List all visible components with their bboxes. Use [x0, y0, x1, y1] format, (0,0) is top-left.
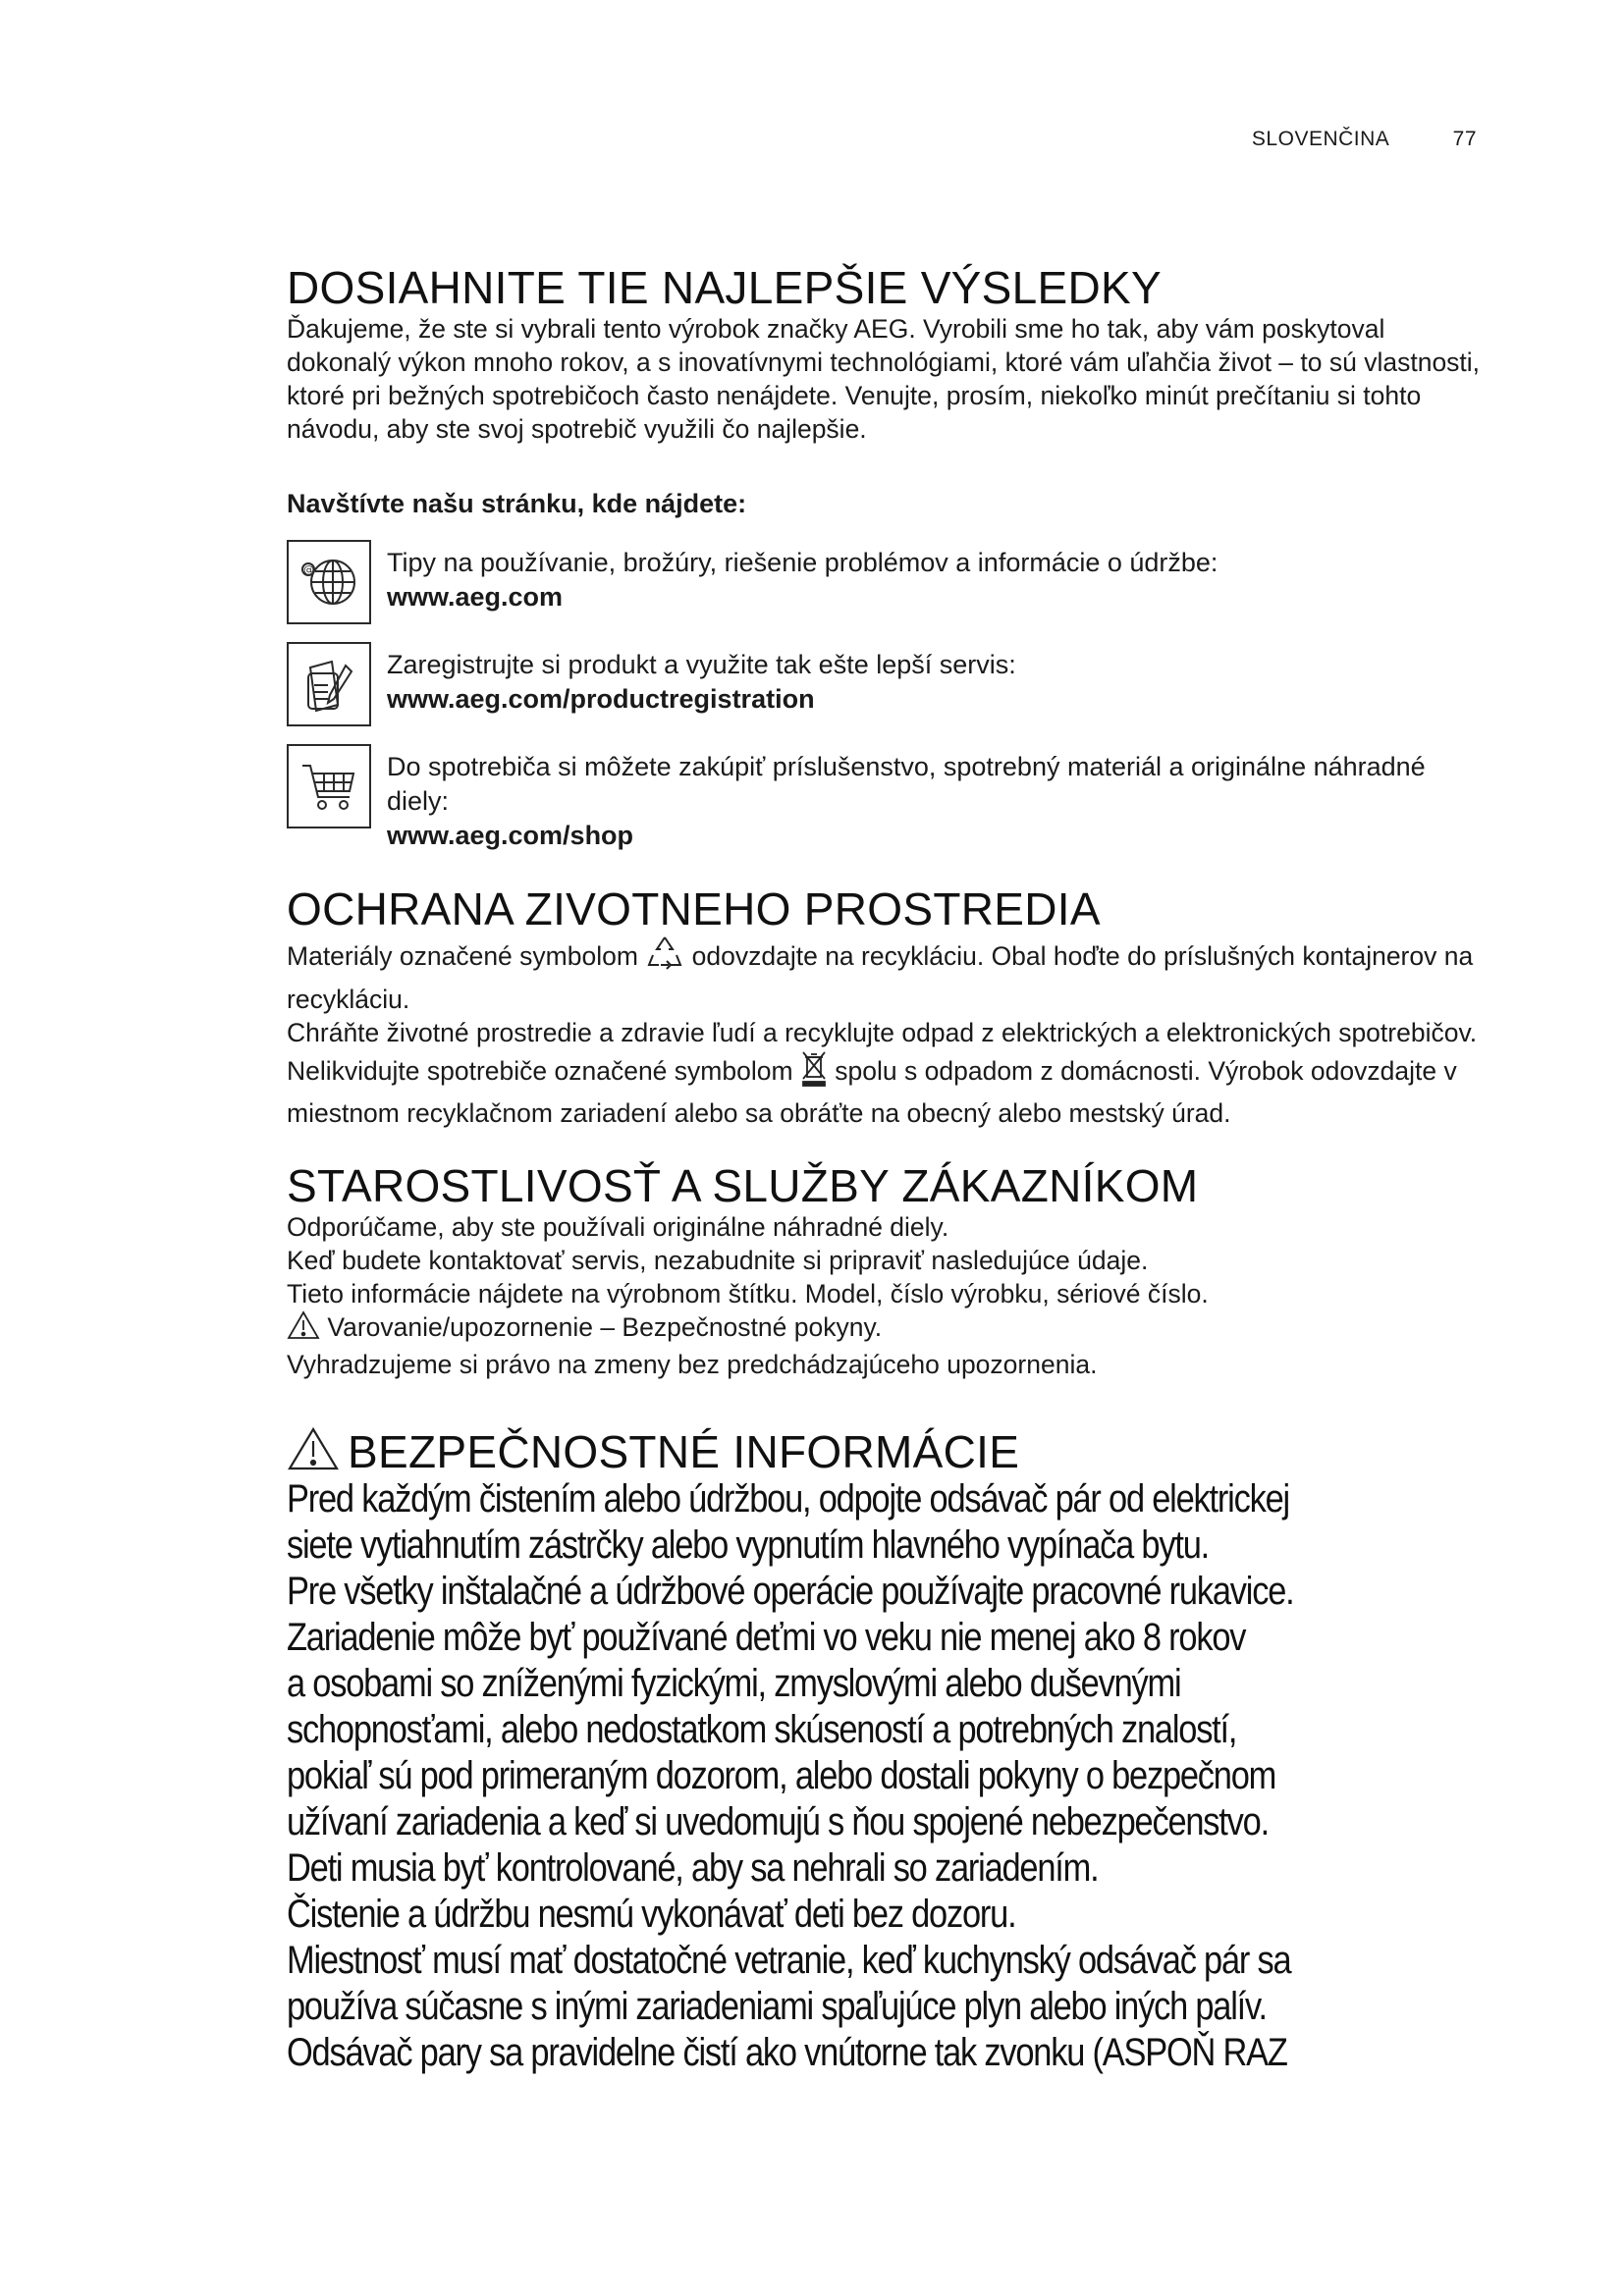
- registration-icon: [287, 642, 371, 726]
- link-description: Do spotrebiča si môžete zakúpiť príslušenstvo, spotrebný materiál a originálne náhradné diely:: [387, 752, 1426, 816]
- text-fragment: spolu s odpadom z domácnosti. Výrobok odovzdajte v miestnom recyklačnom zariadení alebo sa obráťte na obecný alebo mestský úrad.: [287, 1056, 1457, 1128]
- svg-text:@: @: [303, 563, 314, 576]
- link-description: Tipy na používanie, brožúry, riešenie problémov a informácie o údržbe:: [387, 548, 1218, 577]
- text-fragment: odovzdajte na recykláciu. Obal hoďte do príslušných kontajnerov na recykláciu.: [287, 941, 1474, 1014]
- environment-paragraph-2: [287, 1016, 1489, 1130]
- safety-heading-row: [287, 1426, 1489, 1476]
- safety-line: Deti musia byť kontrolované, aby sa nehrali so zariadením.: [287, 1846, 1099, 1890]
- service-line: Keď budete kontaktovať servis, nezabudnite si pripraviť nasledujúce údaje.: [287, 1246, 1149, 1275]
- safety-line: Miestnosť musí mať dostatočné vetranie, keď kuchynský odsávač pár sa: [287, 1939, 1291, 1982]
- language-label: SLOVENČINA: [1251, 128, 1390, 150]
- page-content: [287, 263, 1489, 2076]
- visit-heading: Navštívte našu stránku, kde nájdete:: [287, 489, 747, 518]
- link-text-support: [387, 540, 1218, 614]
- service-line: Tieto informácie nájdete na výrobnom štítku. Model, číslo výrobku, sériové číslo.: [287, 1279, 1209, 1308]
- environment-heading: OCHRANA ZIVOTNEHO PROSTREDIA: [287, 883, 1101, 934]
- link-text-registration: [387, 642, 1016, 717]
- globe-icon: [287, 540, 371, 624]
- environment-paragraph-1: [287, 934, 1489, 1016]
- link-url-aeg[interactable]: www.aeg.com: [387, 582, 564, 612]
- safety-line: schopnosťami, alebo nedostatkom skúseností a potrebných znalostí,: [287, 1708, 1237, 1751]
- safety-line: siete vytiahnutím zástrčky alebo vypnutím hlavného vypínača bytu.: [287, 1523, 1209, 1567]
- service-section: [287, 1161, 1489, 1381]
- safety-body: [287, 1476, 1494, 2076]
- safety-heading: BEZPEČNOSTNÉ INFORMÁCIE: [348, 1425, 1020, 1477]
- crossed-bin-icon: [800, 1049, 828, 1096]
- safety-line: Odsávač pary sa pravidelne čistí ako vnútorne tak zvonku (ASPOŇ RAZ: [287, 2031, 1287, 2074]
- service-heading: STAROSTLIVOSŤ A SLUŽBY ZÁKAZNÍKOM: [287, 1160, 1199, 1211]
- link-url-shop[interactable]: www.aeg.com/shop: [387, 821, 634, 850]
- results-heading: DOSIAHNITE TIE NAJLEPŠIE VÝSLEDKY: [287, 262, 1162, 313]
- safety-line: Pre všetky inštalačné a údržbové operácie používajte pracovné rukavice.: [287, 1570, 1294, 1613]
- environment-section: [287, 884, 1489, 1130]
- page-header: [1252, 128, 1477, 151]
- recycle-icon: [645, 934, 684, 983]
- intro-paragraph: Ďakujeme, že ste si vybrali tento výrobok značky AEG. Vyrobili sme ho tak, aby vám poskytoval dokonalý výkon mnoho rokov, a s inovatívnymi technológiami, ktoré vám uľahčia život – to sú vlastnosti, ktoré pri bežných spotrebičoch často nenájdete. Venujte, prosím, niekoľko minút prečítaniu si tohto návodu, aby ste svoj spotrebič využili čo najlepšie.: [287, 314, 1481, 444]
- safety-line: Čistenie a údržbu nesmú vykonávať deti bez dozoru.: [287, 1893, 1016, 1936]
- safety-line: pokiaľ sú pod primeraným dozorom, alebo dostali pokyny o bezpečnom: [287, 1754, 1276, 1797]
- link-text-shop: [387, 744, 1489, 853]
- service-line: Odporúčame, aby ste používali originálne náhradné diely.: [287, 1212, 949, 1242]
- safety-line: a osobami so zníženými fyzickými, zmyslovými alebo duševnými: [287, 1662, 1181, 1705]
- page-number: 77: [1452, 128, 1477, 150]
- safety-line: Pred každým čistením alebo údržbou, odpojte odsávač pár od elektrickej: [287, 1477, 1289, 1521]
- warning-text: Varovanie/upozornenie – Bezpečnostné pokyny.: [327, 1312, 883, 1342]
- service-line: Vyhradzujeme si právo na zmeny bez predchádzajúceho upozornenia.: [287, 1350, 1098, 1379]
- link-item-registration: [287, 642, 1489, 726]
- warning-triangle-icon: [287, 1310, 320, 1348]
- safety-line: užívaní zariadenia a keď si uvedomujú s ňou spojené nebezpečenstvo.: [287, 1800, 1269, 1843]
- shopping-cart-icon: [287, 744, 371, 828]
- text-fragment: Materiály označené symbolom: [287, 941, 638, 971]
- link-item-support: [287, 540, 1489, 624]
- link-url-registration[interactable]: www.aeg.com/productregistration: [387, 684, 815, 714]
- link-item-shop: [287, 744, 1489, 853]
- safety-line: Zariadenie môže byť používané deťmi vo veku nie menej ako 8 rokov: [287, 1616, 1246, 1659]
- text-fragment: Chráňte životné prostredie a zdravie ľudí a recyklujte odpad z elektrických a elektronických spotrebičov. Nelikvidujte spotrebiče označené symbolom: [287, 1018, 1478, 1086]
- safety-line: používa súčasne s inými zariadeniami spaľujúce plyn alebo iných palív.: [287, 1985, 1267, 2028]
- warning-triangle-icon: [287, 1426, 340, 1476]
- link-description: Zaregistrujte si produkt a využite tak ešte lepší servis:: [387, 650, 1016, 679]
- warning-line: [287, 1310, 1489, 1348]
